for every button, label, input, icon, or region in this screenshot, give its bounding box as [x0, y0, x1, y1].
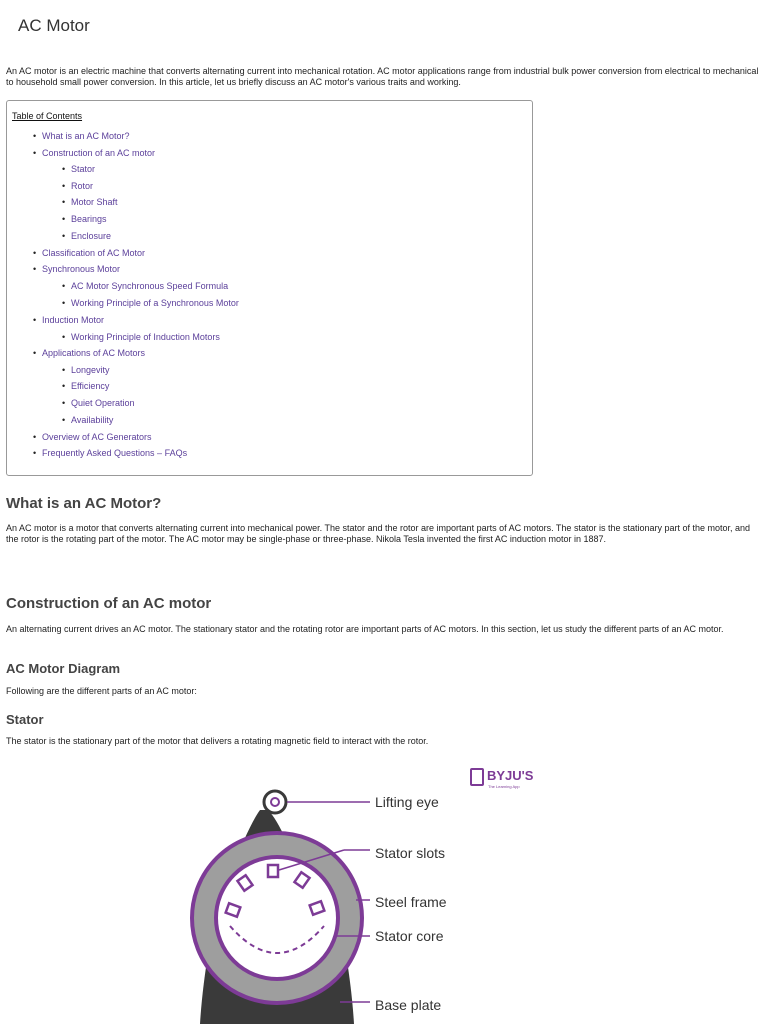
- stator-diagram-svg: [4, 758, 552, 1024]
- toc-link-availability[interactable]: • Availability: [71, 415, 113, 425]
- heading-ac-motor-diagram: AC Motor Diagram: [6, 661, 121, 676]
- toc-link-applications[interactable]: • Applications of AC Motors: [42, 348, 145, 358]
- toc-link-synchronous-speed-formula[interactable]: • AC Motor Synchronous Speed Formula: [71, 281, 228, 291]
- intro-paragraph: An AC motor is an electric machine that converts alternating current into mechanical rotation. AC motor applications range from industrial bulk power conversion from electrical to mechanical to household small power conversion. In this article, let us briefly discuss an AC motor's various traits and working.: [6, 66, 759, 87]
- stator-slot: [268, 865, 278, 877]
- byjus-tagline: The Learning App: [488, 784, 520, 789]
- paragraph-construction: An alternating current drives an AC motor. The stationary stator and the rotating rotor are important parts of AC motors. In this section, let us study the different parts of an AC motor.: [6, 624, 724, 634]
- toc-link-faqs[interactable]: • Frequently Asked Questions – FAQs: [42, 448, 187, 458]
- heading-construction: Construction of an AC motor: [6, 595, 212, 612]
- heading-what-is-ac-motor: What is an AC Motor?: [6, 495, 162, 512]
- toc-link-quiet-operation[interactable]: • Quiet Operation: [71, 398, 135, 408]
- toc-link-ac-generators[interactable]: • Overview of AC Generators: [42, 432, 152, 442]
- label-lifting-eye: Lifting eye: [375, 794, 439, 810]
- toc-link-longevity[interactable]: • Longevity: [71, 365, 110, 375]
- label-steel-frame: Steel frame: [375, 894, 447, 910]
- paragraph-what-is-ac-motor: An AC motor is a motor that converts alternating current into mechanical power. The stator and the rotor are important parts of AC motors. The stator is the stationary part of the motor, and the rotor is the rotating part of the motor. The AC motor may be single-phase or three-phase. Nikola Tesla invented the first AC induction motor in 1887.: [6, 523, 751, 544]
- toc-link-motor-shaft[interactable]: • Motor Shaft: [71, 197, 118, 207]
- stator-slot: [310, 901, 325, 915]
- table-of-contents: [6, 100, 533, 476]
- toc-link-working-principle-synchronous[interactable]: • Working Principle of a Synchronous Motor: [71, 298, 239, 308]
- toc-link-rotor[interactable]: • Rotor: [71, 181, 93, 191]
- toc-link-what-is-ac-motor[interactable]: • What is an AC Motor?: [42, 131, 130, 141]
- toc-link-construction[interactable]: • Construction of an AC motor: [42, 148, 155, 158]
- paragraph-stator: The stator is the stationary part of the motor that delivers a rotating magnetic field to interact with the rotor.: [6, 736, 429, 746]
- toc-link-enclosure[interactable]: • Enclosure: [71, 231, 111, 241]
- stator-diagram: [4, 758, 552, 1024]
- stator-slot: [226, 903, 241, 917]
- toc-link-stator[interactable]: • Stator: [71, 164, 95, 174]
- toc-link-efficiency[interactable]: • Efficiency: [71, 381, 109, 391]
- toc-title: Table of Contents: [12, 111, 83, 121]
- toc-link-induction-motor[interactable]: • Induction Motor: [42, 315, 104, 325]
- toc-link-bearings[interactable]: • Bearings: [71, 214, 107, 224]
- page-title: AC Motor: [18, 16, 90, 35]
- label-stator-slots: Stator slots: [375, 845, 446, 861]
- toc-link-classification[interactable]: • Classification of AC Motor: [42, 248, 145, 258]
- paragraph-diagram-intro: Following are the different parts of an AC motor:: [6, 686, 197, 696]
- label-base-plate: Base plate: [375, 997, 442, 1013]
- byjus-logo-icon: [470, 768, 484, 786]
- byjus-logo: [470, 768, 546, 796]
- toc-link-working-principle-induction[interactable]: • Working Principle of Induction Motors: [71, 332, 220, 342]
- heading-stator: Stator: [6, 712, 44, 727]
- toc-link-synchronous-motor[interactable]: • Synchronous Motor: [42, 264, 120, 274]
- label-stator-core: Stator core: [375, 928, 444, 944]
- lifting-eye-hole: [271, 798, 279, 806]
- byjus-brand: BYJU'S: [487, 768, 534, 783]
